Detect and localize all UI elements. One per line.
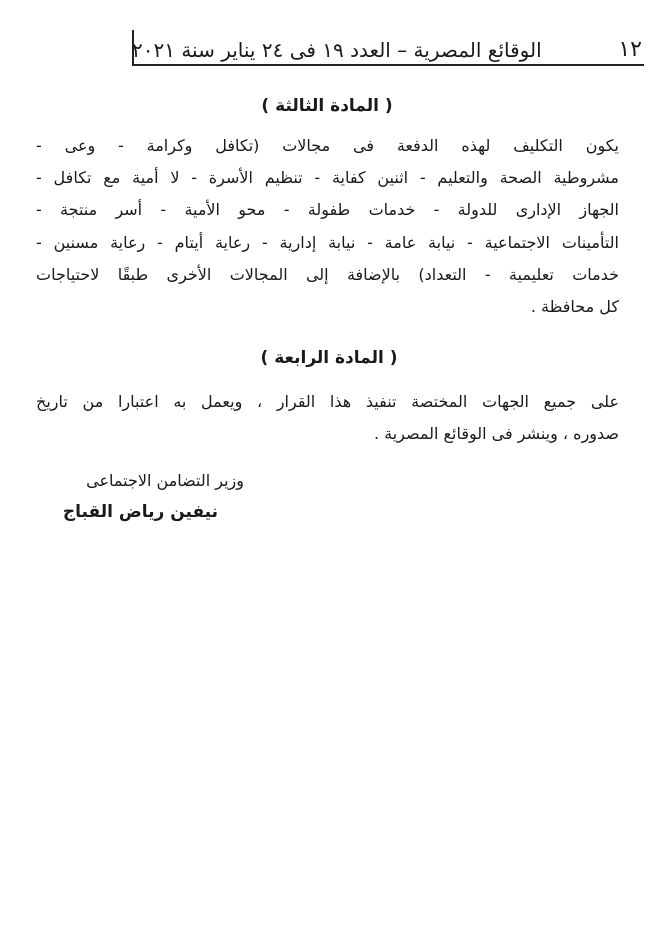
article-four-line: صدوره ، وينشر فى الوقائع المصرية .: [373, 424, 619, 444]
signatory-title: وزير التضامن الاجتماعى: [86, 471, 244, 490]
gazette-header-title: الوقائع المصرية – العدد ١٩ فى ٢٤ يناير سنة ٢٠٢١: [132, 38, 542, 62]
article-four-body: [36, 386, 619, 450]
article-three-line: مشروطية الصحة والتعليم - اثنين كفاية - تنظيم الأسرة - لا أمية مع تكافل -: [36, 168, 619, 188]
header-divider: [132, 64, 644, 66]
article-three-body: [36, 130, 619, 323]
signatory-name: نيفين رياض القباج: [62, 502, 218, 522]
article-three-line: الجهاز الإدارى للدولة - خدمات طفولة - محو الأمية - أسر منتجة -: [36, 200, 619, 220]
article-three-line: التأمينات الاجتماعية - نيابة عامة - نيابة إدارية - رعاية أيتام - رعاية مسنين -: [36, 232, 619, 252]
header-corner-line: [132, 30, 134, 66]
article-three-line: يكون التكليف لهذه الدفعة فى مجالات (تكافل وكرامة - وعى -: [36, 136, 619, 155]
article-three-heading: ( المادة الثالثة ): [261, 96, 393, 116]
article-four-line: على جميع الجهات المختصة تنفيذ هذا القرار ، ويعمل به اعتبارا من تاريخ: [36, 392, 619, 411]
article-three-line: خدمات تعليمية - التعداد) بالإضافة إلى المجالات الأخرى طبقًا لاحتياجات: [36, 264, 619, 284]
article-three-line: كل محافظة .: [530, 296, 619, 316]
page-number: ١٢: [618, 37, 642, 62]
article-four-heading: ( المادة الرابعة ): [260, 348, 398, 368]
page-header: [132, 28, 644, 62]
